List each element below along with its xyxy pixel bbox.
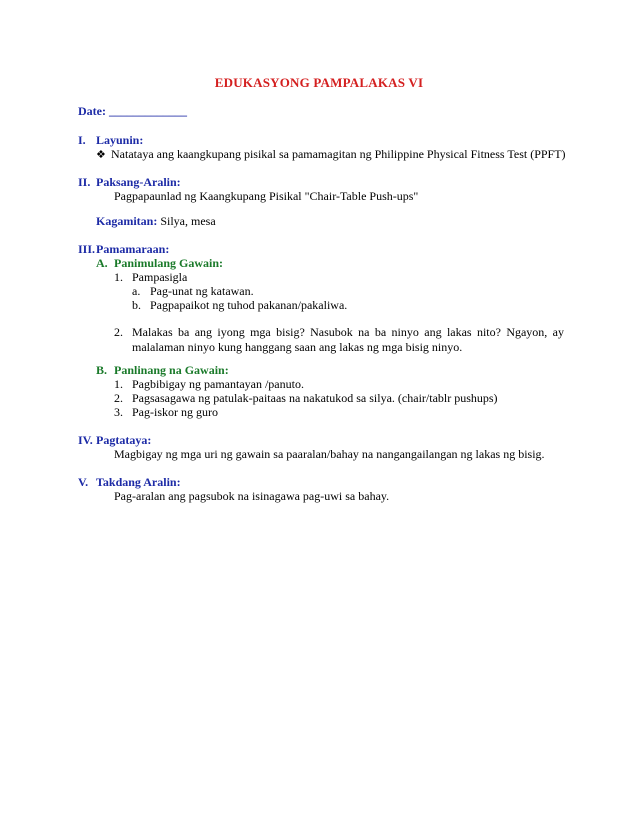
- section-5-number: V.: [78, 475, 89, 489]
- sub-item-number: b.: [132, 298, 141, 312]
- section-2-number: II.: [78, 175, 91, 189]
- section-1-heading: Layunin:: [96, 133, 144, 147]
- kagamitan-value: Silya, mesa: [160, 214, 216, 228]
- kagamitan-line: [96, 214, 216, 229]
- section-3b-heading: Panlinang na Gawain:: [114, 363, 229, 377]
- date-blank: _____________: [108, 104, 187, 118]
- list-item-text: Pampasigla: [132, 270, 188, 284]
- section-3a-heading: Panimulang Gawain:: [114, 256, 224, 270]
- section-4-heading: Pagtataya:: [96, 433, 152, 447]
- list-item-number: 2.: [114, 325, 123, 339]
- section-3b-number: B.: [96, 363, 108, 377]
- list-item-number: 3.: [114, 405, 123, 419]
- section-3-heading: Pamamaraan:: [96, 242, 170, 256]
- list-item-text: Pag-iskor ng guro: [132, 405, 218, 419]
- list-item-number: 2.: [114, 391, 123, 405]
- section-3a-number: A.: [96, 256, 108, 270]
- list-item-number: 1.: [114, 270, 123, 284]
- sub-item-text: Pagpapaikot ng tuhod pakanan/pakaliwa.: [150, 298, 348, 312]
- list-item-text: Pagsasagawa ng patulak-paitaas na nakatukod sa silya. (chair/tablr pushups): [132, 391, 498, 405]
- section-3-number: III.: [78, 242, 96, 256]
- section-1-number: I.: [78, 133, 86, 147]
- list-item-paragraph: Malakas ba ang iyong mga bisig? Nasubok na ba ninyo ang lakas nito? Ngayon, ay malalaman ninyo kung hanggang saan ang lakas ng mga bisig ninyo.: [132, 325, 564, 354]
- date-label: Date:: [78, 104, 106, 118]
- section-4-text: Magbigay ng mga uri ng gawain sa paaralan/bahay na nangangailangan ng lakas ng bisig.: [114, 447, 545, 461]
- diamond-bullet-icon: ❖: [96, 148, 106, 161]
- section-4-number: IV.: [78, 433, 93, 447]
- document-title: EDUKASYONG PAMPALAKAS VI: [214, 75, 424, 90]
- section-2-text: Pagpapaunlad ng Kaangkupang Pisikal "Chair-Table Push-ups": [114, 189, 419, 203]
- section-5-heading: Takdang Aralin:: [96, 475, 181, 489]
- list-item-text: Pagbibigay ng pamantayan /panuto.: [132, 377, 304, 391]
- kagamitan-label: Kagamitan:: [96, 214, 158, 228]
- date-line: [78, 104, 187, 119]
- section-1-bullet: [96, 147, 566, 162]
- sub-item-text: Pag-unat ng katawan.: [150, 284, 254, 298]
- section-2-heading: Paksang-Aralin:: [96, 175, 181, 189]
- sub-item-number: a.: [132, 284, 141, 298]
- section-5-text: Pag-aralan ang pagsubok na isinagawa pag-uwi sa bahay.: [114, 489, 390, 503]
- section-1-bullet-text: Natataya ang kaangkupang pisikal sa pamamagitan ng Philippine Physical Fitness Test (PPFT): [111, 147, 566, 161]
- list-item-number: 1.: [114, 377, 123, 391]
